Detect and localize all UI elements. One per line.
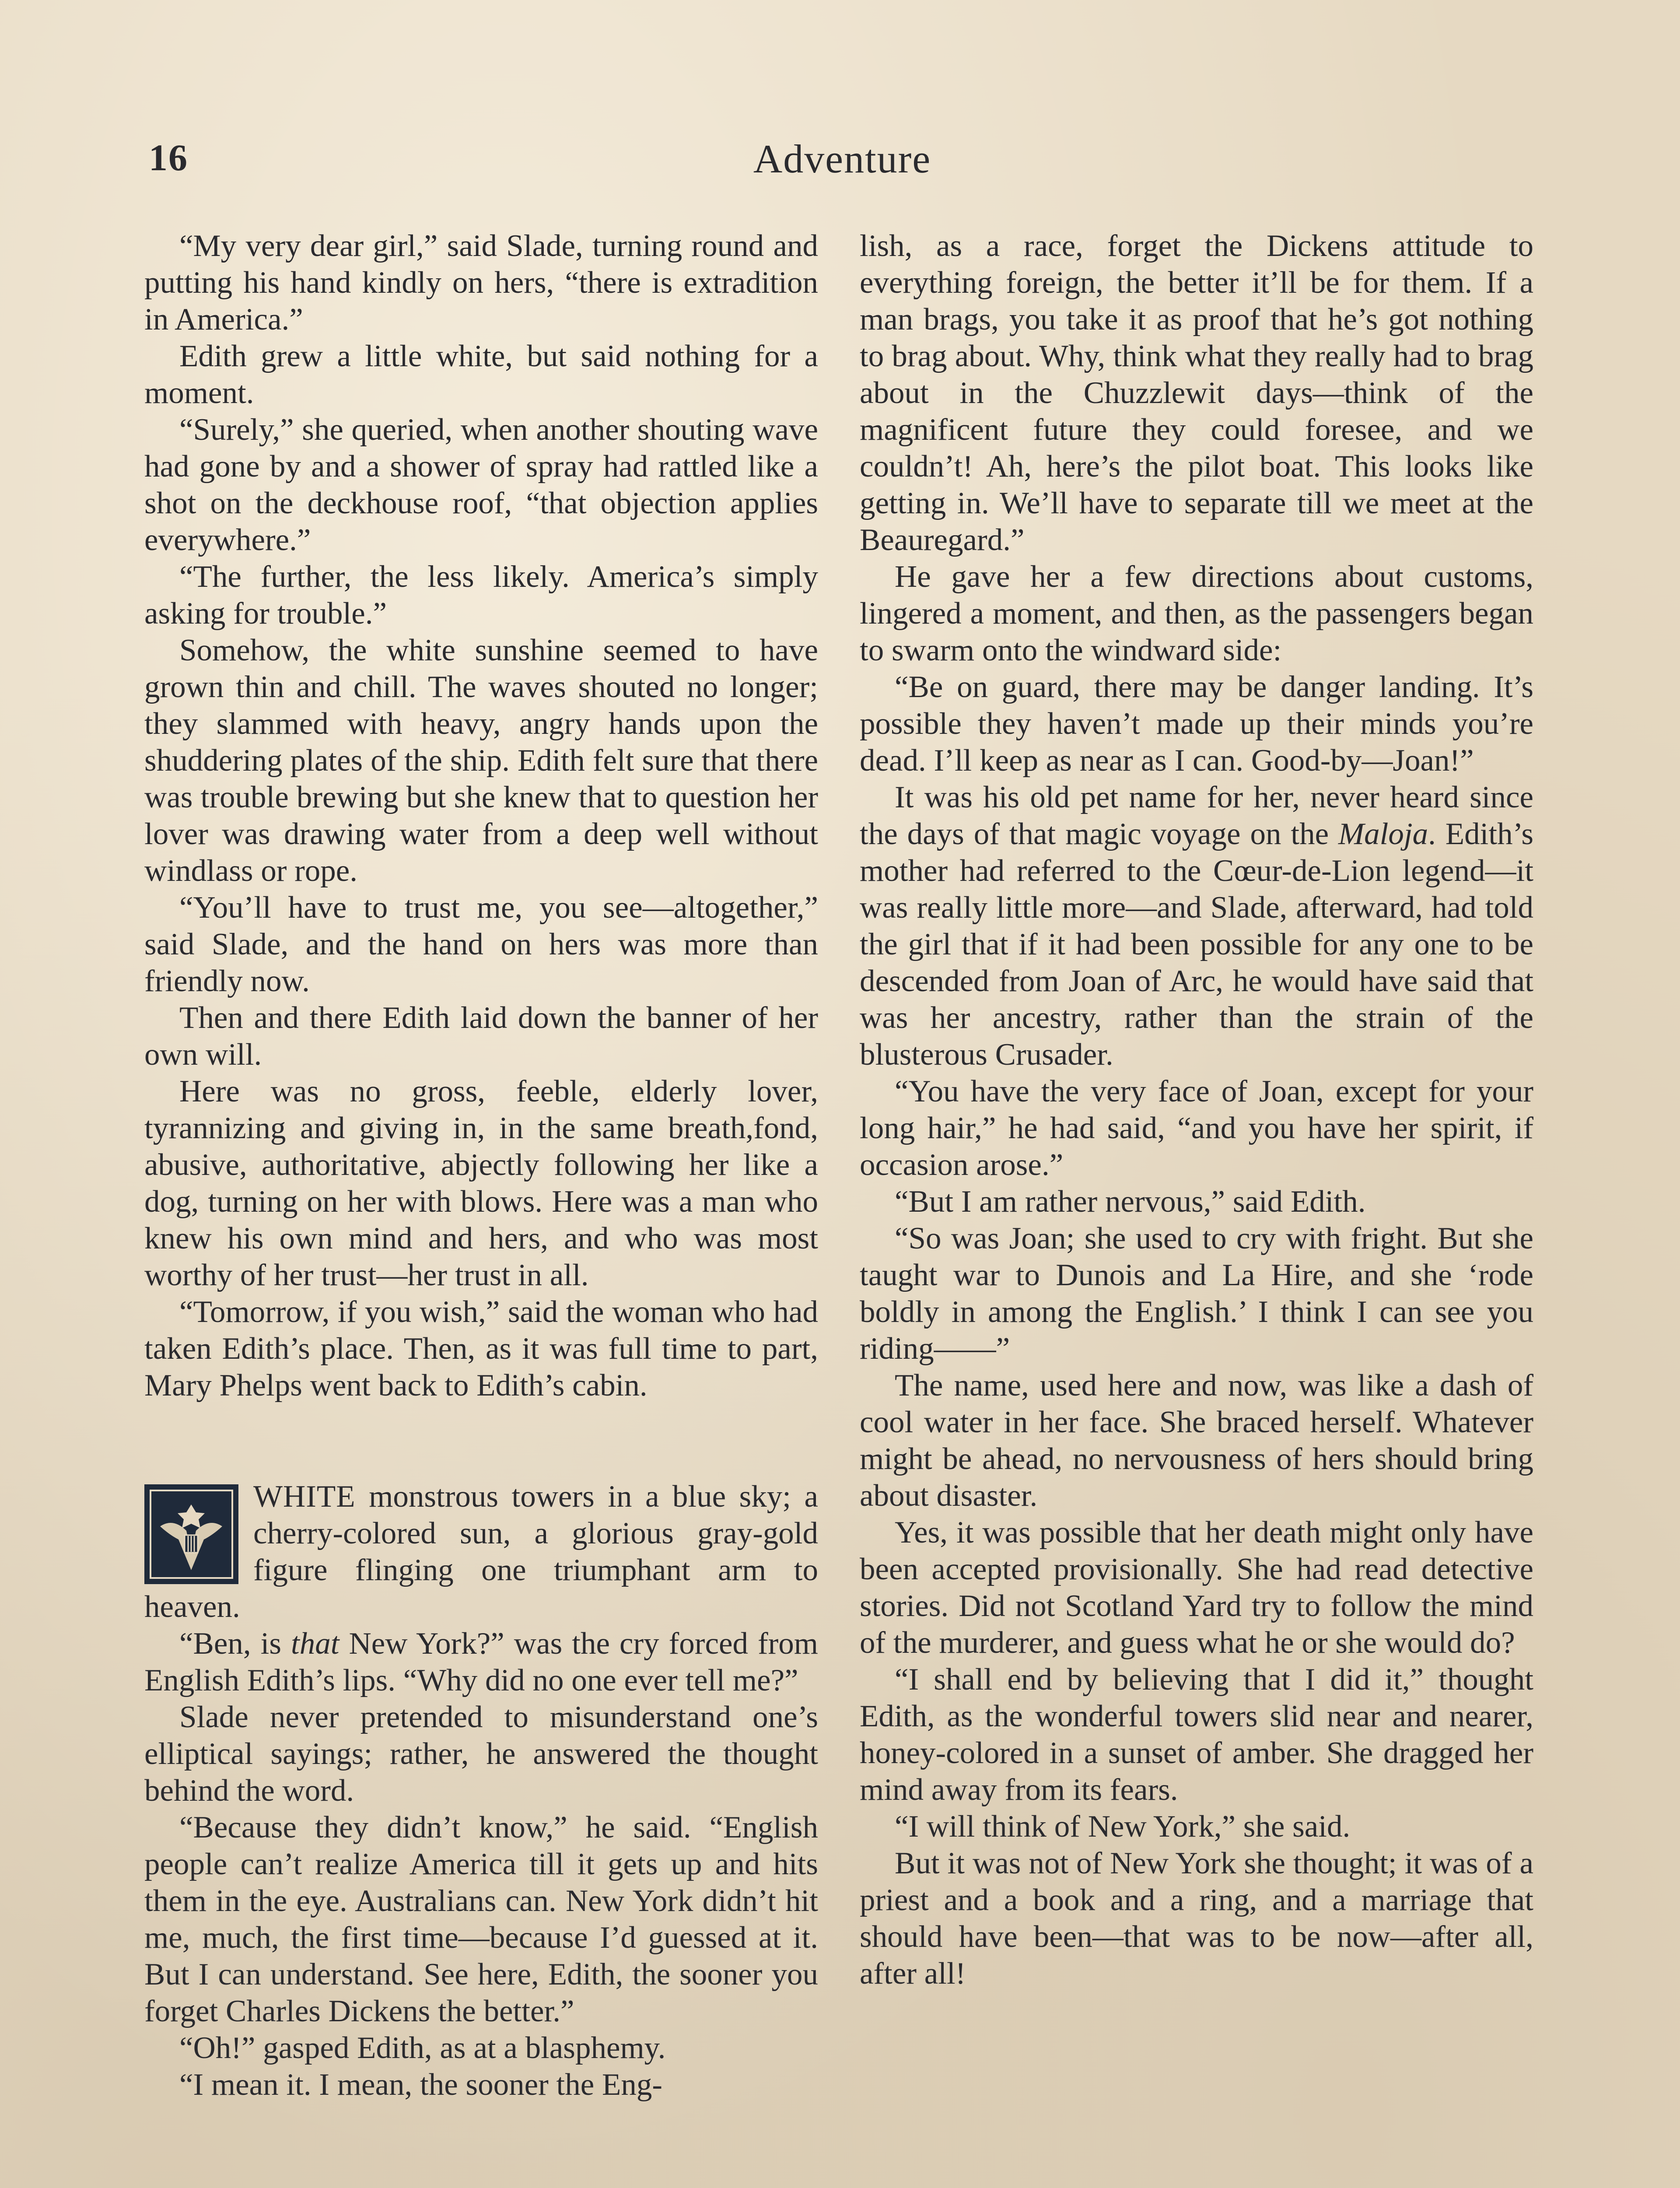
italic-text: that xyxy=(291,1627,340,1661)
paragraph: “Surely,” she queried, when another shouting wave had gone by and a shower of spray had rattled like a shot on the deckhouse roof, “that objection applies everywhere.” xyxy=(144,413,818,557)
paragraph: “I will think of New York,” she said. xyxy=(895,1809,1351,1844)
text-run: It was his old pet name for her, never heard since the days of that magic voyage on the xyxy=(860,780,1533,851)
text-run: . Edith’s mother had referred to the Cœur-de-Lion legend—it was really little more—and Slade, afterward, had told the girl that if it had been possible for any one to be descended from Joan of Arc, he would have said that was her ancestry, rather than the strain of the blusterous Crusader. xyxy=(860,817,1533,1072)
paragraph: Here was no gross, feeble, elderly lover, tyrannizing and giving in, in the same breath,fond, abusive, authoritative, abjectly following her like a dog, turning on her with blows. Here was a man who knew his own mind and hers, and who was most worthy of her trust—her trust in all. xyxy=(144,1074,818,1292)
paragraph: He gave her a few directions about customs, lingered a moment, and then, as the passengers began to swarm onto the windward side: xyxy=(860,560,1533,667)
paragraph: “Because they didn’t know,” he said. “English people can’t realize America till it gets up and hits them in the eye. Australians can. New York didn’t hit me, much, the first time—because I’d guessed at it. But I can understand. See here, Edith, the sooner you forget Charles Dickens the better.” xyxy=(144,1810,818,2028)
text-run: “Ben, is xyxy=(179,1627,291,1661)
paragraph: “So was Joan; she used to cry with fright. But she taught war to Dunois and La Hire, and she ‘rode boldly in among the English.’ I think I can see you riding——” xyxy=(860,1221,1533,1366)
paragraph: “You’ll have to trust me, you see—altogether,” said Slade, and the hand on hers was more than friendly now. xyxy=(144,891,818,998)
paragraph: Slade never pretended to misunderstand one’s elliptical sayings; rather, he answered the thought behind the word. xyxy=(144,1700,818,1808)
section-break xyxy=(144,1404,818,1478)
paragraph-continuation: lish, as a race, forget the Dickens attitude to everything foreign, the better it’ll be for them. If a man brags, you take it as proof that he’s got nothing to brag about. Why, think what they really had to brag about in the Chuzzlewit days—think of the magnificent future they could foresee, and we couldn’t! Ah, here’s the pilot boat. This looks like getting in. We’ll have to separate till we meet at the Beauregard.” xyxy=(860,229,1533,557)
paragraph: “Oh!” gasped Edith, as at a blasphemy. xyxy=(179,2031,666,2065)
left-column xyxy=(144,228,818,2103)
eagle-emblem-icon xyxy=(144,1484,238,1584)
paragraph: “But I am rather nervous,” said Edith. xyxy=(895,1185,1366,1219)
page-header xyxy=(149,136,1536,188)
italic-text: Maloja xyxy=(1338,817,1428,851)
page-number: 16 xyxy=(149,137,188,179)
paragraph: “I shall end by believing that I did it,” thought Edith, as the wonderful towers slid near and nearer, honey-colored in a sunset of amber. She dragged her mind away from its fears. xyxy=(860,1662,1533,1807)
running-title: Adventure xyxy=(753,137,931,181)
paragraph: But it was not of New York she thought; it was of a priest and a book and a ring, and a marriage that should have been—that was to be now—after all, after all! xyxy=(860,1846,1533,1991)
paragraph: “You have the very face of Joan, except for your long hair,” he had said, “and you have her spirit, if occasion arose.” xyxy=(860,1074,1533,1182)
paragraph: Yes, it was possible that her death might only have been accepted provisionally. She had read detective stories. Did not Scotland Yard try to follow the mind of the murderer, and guess what he or she would do? xyxy=(860,1515,1533,1660)
paragraph: Then and there Edith laid down the banner of her own will. xyxy=(144,1001,818,1072)
text-run: New York?” was the cry forced from English Edith’s lips. “Why did no one ever tell me?” xyxy=(144,1627,818,1697)
paragraph xyxy=(860,779,1533,1073)
paragraph: Somehow, the white sunshine seemed to have grown thin and chill. The waves shouted no longer; they slammed with heavy, angry hands upon the shuddering plates of the ship. Edith felt sure that there was trouble brewing but she knew that to question her lover was drawing water from a deep well without windlass or rope. xyxy=(144,633,818,888)
paragraph: “Tomorrow, if you wish,” said the woman who had taken Edith’s place. Then, as it was full time to part, Mary Phelps went back to Edith’s cabin. xyxy=(144,1295,818,1403)
paragraph: “Be on guard, there may be danger landing. It’s possible they haven’t made up their minds you’re dead. I’ll keep as near as I can. Good-by—Joan!” xyxy=(860,670,1533,778)
paragraph: The name, used here and now, was like a dash of cool water in her face. She braced herself. Whatever might be ahead, no nervousness of hers should bring about disaster. xyxy=(860,1368,1533,1513)
section-opening-paragraph xyxy=(144,1478,818,1625)
right-column xyxy=(860,228,1533,1992)
paragraph xyxy=(144,1625,818,1699)
paragraph: “The further, the less likely. America’s simply asking for trouble.” xyxy=(144,560,818,631)
section-lead-word: WHITE xyxy=(253,1480,356,1514)
paragraph: “I mean it. I mean, the sooner the Eng- xyxy=(179,2068,663,2102)
paragraph: “My very dear girl,” said Slade, turning round and putting his hand kindly on hers, “there is extradition in America.” xyxy=(144,229,818,337)
section-lead-text: monstrous towers in a blue sky; a cherry-colored sun, a glorious gray-gold figure flinging one triumphant arm to heaven. xyxy=(144,1480,818,1624)
paragraph: Edith grew a little white, but said nothing for a moment. xyxy=(144,339,818,410)
